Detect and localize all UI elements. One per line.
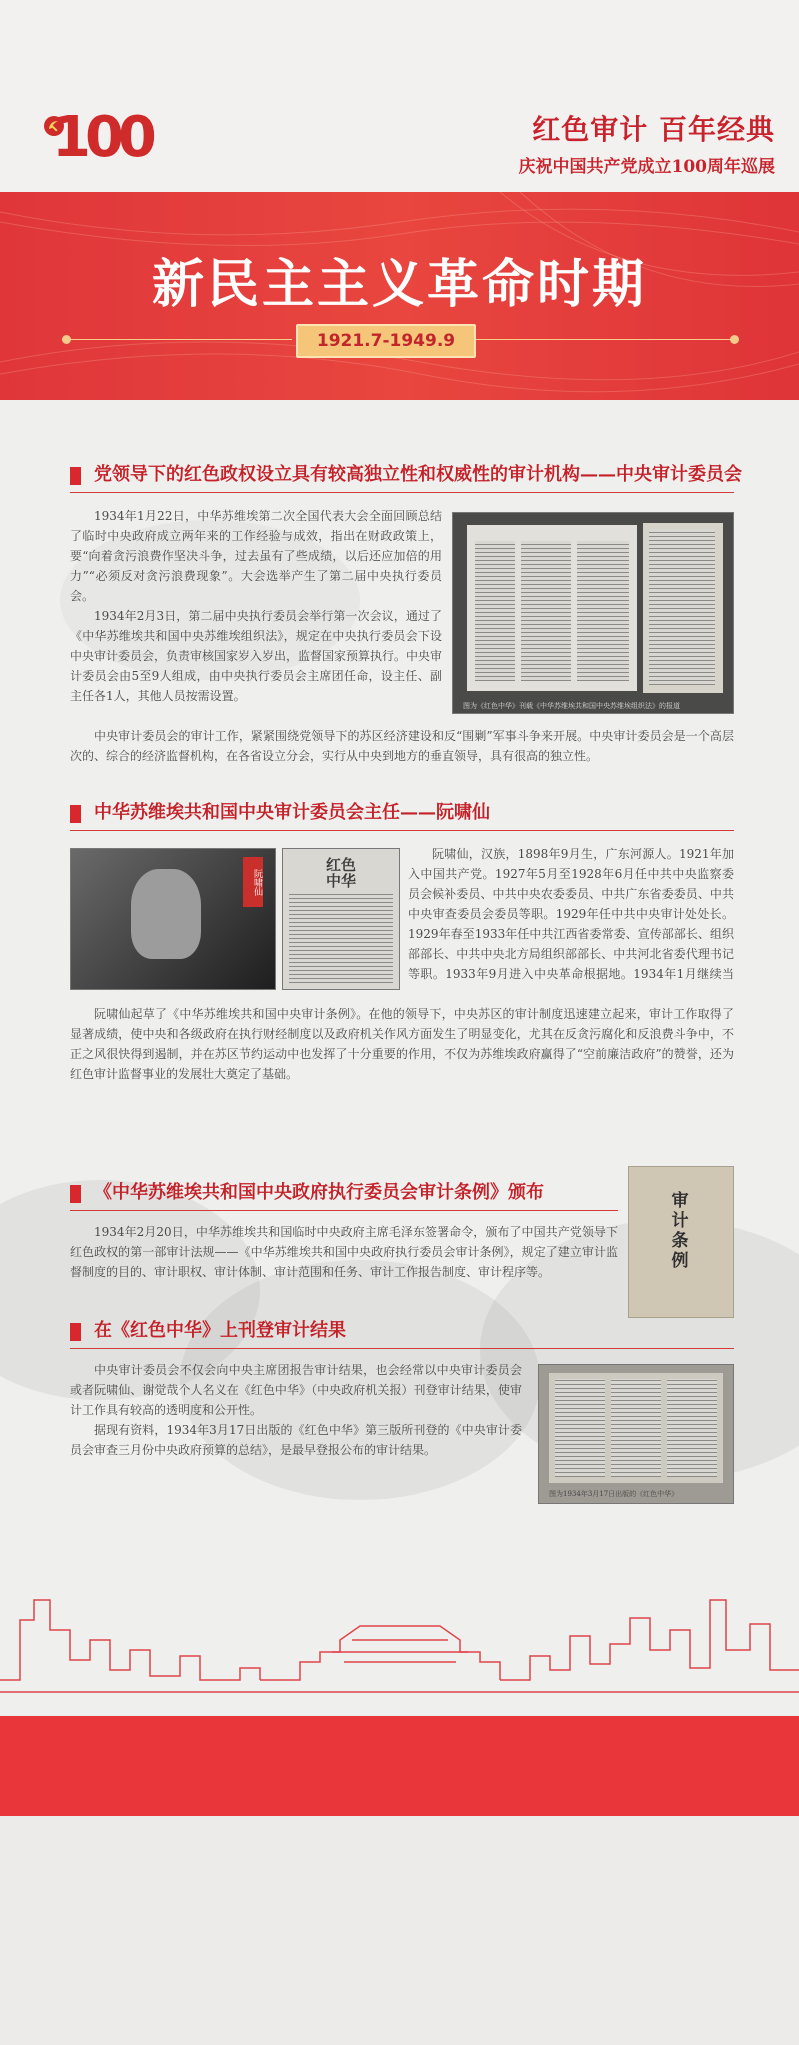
paragraph: 1934年1月22日，中华苏维埃第二次全国代表大会全面回顾总结了临时中央政府成立两年来的工作经验与成效，指出在财政政策上，要“向着贪污浪费作坚决斗争，过去虽有了些成绩，以后还应加倍的用力”“必须反对贪污浪费现象”。大会选举产生了第二届中央执行委员会。	[70, 509, 442, 603]
newspaper-masthead: 红色中华	[325, 856, 356, 890]
heading-marker	[70, 467, 81, 485]
newspaper-page	[643, 523, 723, 693]
date-line-left	[62, 339, 292, 340]
paragraph: 阮啸仙，汉族，1898年9月生，广东河源人。1921年加入中国共产党。1927年5月至1928年6月任中共中央监察委员会候补委员、中共中央农委委员、中共广东省委委员、中共中央审查委员会委员等职。1929年任中共中央审计处处长。1929年春至1933年任中共江西省委常委、宣传部部长、组织部部长、中共中央北方局组织部部长、中共河北省委代理书记等职。1933年9月进入中央革命根据地。1934年1月继续当	[408, 847, 734, 981]
city-skyline-decoration	[0, 1560, 799, 1720]
heading-rule	[70, 830, 734, 831]
section-2-heading	[70, 800, 734, 830]
name-tag: 阮啸仙	[243, 857, 263, 907]
photo-caption: 图为《红色中华》刊载《中华苏维埃共和国中央苏维埃组织法》的报道	[463, 702, 680, 710]
heading-marker	[70, 805, 81, 823]
brand-subtitle: 庆祝中国共产党成立100周年巡展	[518, 157, 775, 177]
section-4-heading	[70, 1318, 734, 1348]
organization-law-newspaper-photo	[452, 512, 734, 714]
header	[0, 0, 799, 192]
section-2-text-side	[408, 844, 734, 984]
heading-rule	[70, 1348, 734, 1349]
paragraph: 阮啸仙起草了《中华苏维埃共和国中央审计条例》。在他的领导下，中央苏区的审计制度迅速建立起来，审计工作取得了显著成绩，使中央和各级政府在执行财经制度以及政府机关作风方面发生了明显变化，尤其在反贪污腐化和反浪费斗争中，不正之风很快得到遏制，并在苏区节约运动中也发挥了十分重要的作用，不仅为苏维埃政府赢得了“空前廉洁政府”的赞誉，还为红色审计监督事业的发展壮大奠定了基础。	[70, 1007, 734, 1081]
section-1-text	[70, 506, 442, 706]
book-title: 审计条例	[671, 1191, 689, 1271]
photo-caption: 图为1934年3月17日出版的《红色中华》	[549, 1490, 679, 1498]
section-3-text	[70, 1222, 618, 1282]
section-2-text-full	[70, 1004, 734, 1084]
heading-rule	[70, 492, 734, 493]
footer-band	[0, 1716, 799, 1816]
paragraph: 1934年2月3日，第二届中央执行委员会举行第一次会议，通过了《中华苏维埃共和国中央苏维埃组织法》，规定在中央执行委员会下设中央审计委员会，负责审核国家岁入岁出，监督国家预算执行。中央审计委员会由5至9人组成，由中央执行委员会主席团任命，设主任、副主任各1人，其他人员按需设置。	[70, 609, 443, 703]
section-1-heading	[70, 462, 742, 492]
date-dot-left	[62, 335, 71, 344]
banner-title: 新民主主义革命时期	[151, 254, 647, 315]
date-range-badge: 1921.7-1949.9	[296, 324, 476, 358]
date-dot-right	[730, 335, 739, 344]
date-line-right	[476, 339, 736, 340]
brand-title: 红色审计 百年经典	[532, 113, 775, 146]
paragraph: 1934年2月20日，中华苏维埃共和国临时中央政府主席毛泽东签署命令，颁布了中国共产党领导下红色政权的第一部审计法规——《中华苏维埃共和国中央政府执行委员会审计条例》，规定了建立审计监督制度的目的、审计职权、审计体制、审计范围和任务、审计工作报告制度、审计程序等。	[70, 1225, 618, 1279]
newspaper-page	[467, 525, 637, 691]
centenary-logo	[44, 105, 154, 170]
ruan-xiaoxian-portrait	[70, 848, 276, 990]
section-3-title: 《中华苏维埃共和国中央政府执行委员会审计条例》颁布	[94, 1182, 544, 1203]
bottom-blank-area	[0, 1816, 799, 2045]
portrait-figure	[131, 869, 201, 959]
section-1-text-full	[70, 726, 734, 766]
section-2-title: 中华苏维埃共和国中央审计委员会主任——阮啸仙	[94, 802, 490, 823]
red-china-1934-newspaper-photo	[538, 1364, 734, 1504]
paragraph: 据现有资料，1934年3月17日出版的《红色中华》第三版所刊登的《中央审计委员会审查三月份中央政府预算的总结》，是最早登报公布的审计结果。	[70, 1423, 522, 1457]
section-1-title: 党领导下的红色政权设立具有较高独立性和权威性的审计机构——中央审计委员会	[94, 464, 742, 485]
paragraph: 中央审计委员会的审计工作，紧紧围绕党领导下的苏区经济建设和反“围剿”军事斗争来开展。中央审计委员会是一个高层次的、综合的经济监督机构，在各省设立分会，实行从中央到地方的垂直领导，具有很高的独立性。	[70, 729, 734, 763]
heading-marker	[70, 1185, 81, 1203]
heading-marker	[70, 1323, 81, 1341]
audit-regulation-book-photo	[628, 1166, 734, 1318]
section-4-text	[70, 1360, 522, 1460]
section-4-title: 在《红色中华》上刊登审计结果	[94, 1320, 346, 1341]
heading-rule	[70, 1210, 618, 1211]
paragraph: 中央审计委员会不仅会向中央主席团报告审计结果，也会经常以中央审计委员会或者阮啸仙、谢觉哉个人名义在《红色中华》（中央政府机关报）刊登审计结果，使审计工作具有较高的透明度和公开性。	[70, 1363, 522, 1417]
period-banner	[0, 192, 799, 400]
red-china-newspaper-photo	[282, 848, 400, 990]
logo-number: 100	[52, 105, 151, 170]
